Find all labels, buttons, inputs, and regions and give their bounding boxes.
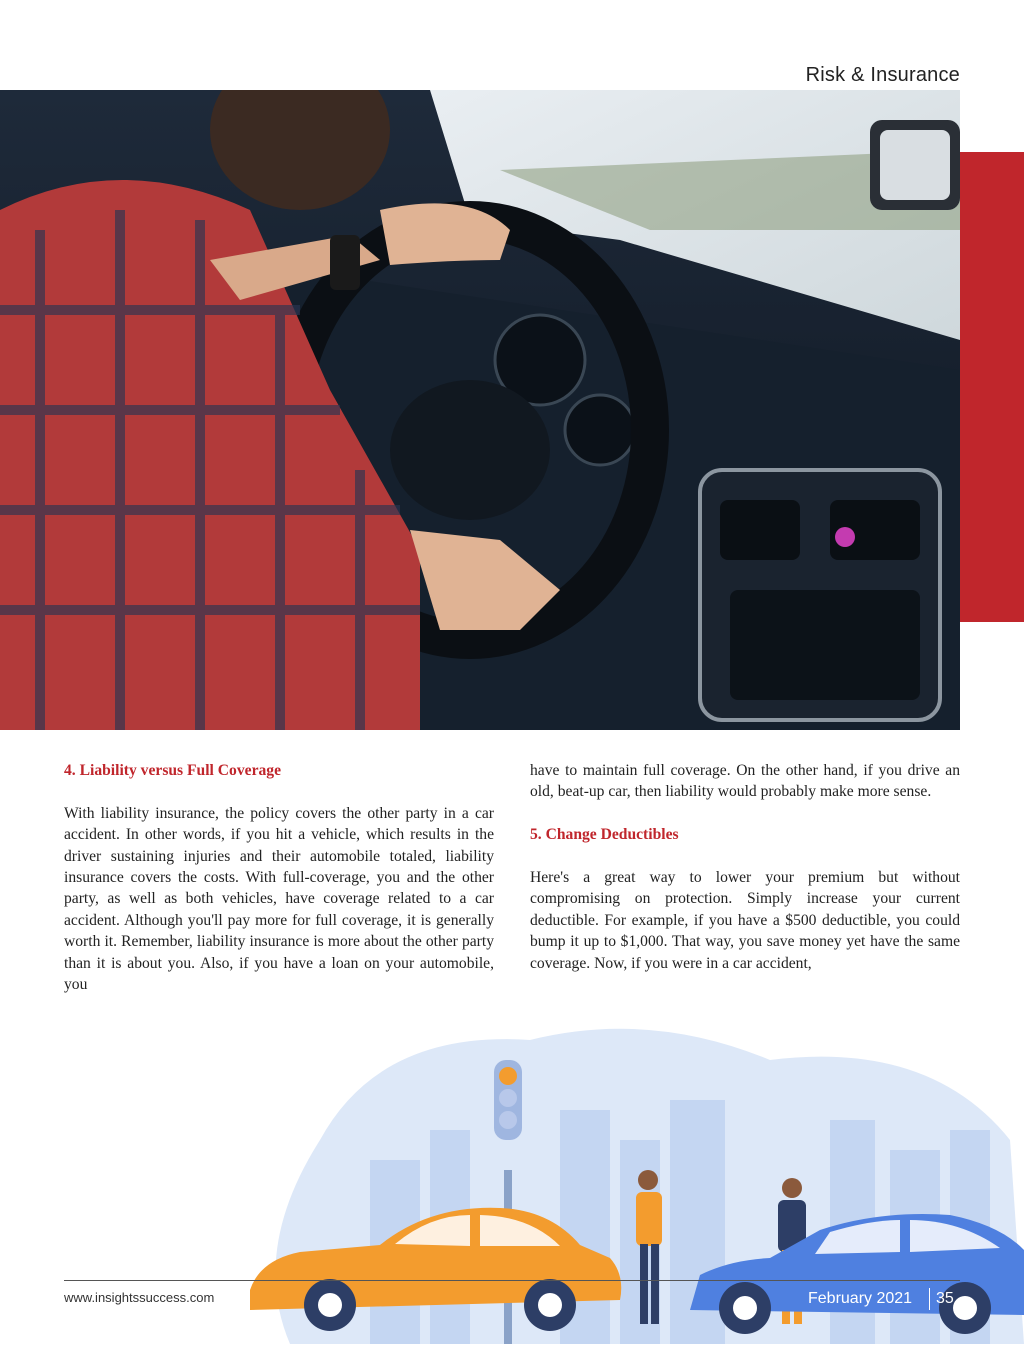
paragraph-continuation: have to maintain full coverage. On the other hand, if you drive an old, beat-up car, then liability would probably make more sense. xyxy=(530,762,960,801)
footer-divider xyxy=(64,1280,960,1281)
heading-liability-vs-full-coverage: 4. Liability versus Full Coverage xyxy=(64,762,282,779)
footer-issue-date: February 2021 xyxy=(808,1290,913,1307)
accent-bar-right xyxy=(960,152,1024,622)
footer-website: www.insightssuccess.com xyxy=(64,1290,215,1305)
footer-separator xyxy=(929,1288,930,1310)
page-number: 35 xyxy=(936,1290,954,1307)
paragraph-deductibles: Here's a great way to lower your premium but without compromising on protection. Simply increase your current deductible. For example, if you have a $500 deductible, you could bump it up to $1,000. That way, you save money yet have the same coverage. Now, if you were in a car accident, xyxy=(530,869,960,972)
hero-photo xyxy=(0,90,960,730)
article-column-right xyxy=(530,760,960,974)
article-column-left xyxy=(64,760,494,995)
heading-change-deductibles: 5. Change Deductibles xyxy=(530,826,679,844)
section-label: Risk & Insurance xyxy=(805,64,960,86)
paragraph-liability: With liability insurance, the policy covers the other party in a car accident. In other words, if you hit a vehicle, which results in the driver sustaining injuries and their automobile totaled, liability insurance covers the costs. With full-coverage, you and the other party, as well as both vehicles, have coverage related to a car accident. Although you'll pay more for full coverage, it is generally worth it. Remember, liability insurance is more about the other party than it is about you. Also, if you have a loan on your automobile, you xyxy=(64,804,494,994)
